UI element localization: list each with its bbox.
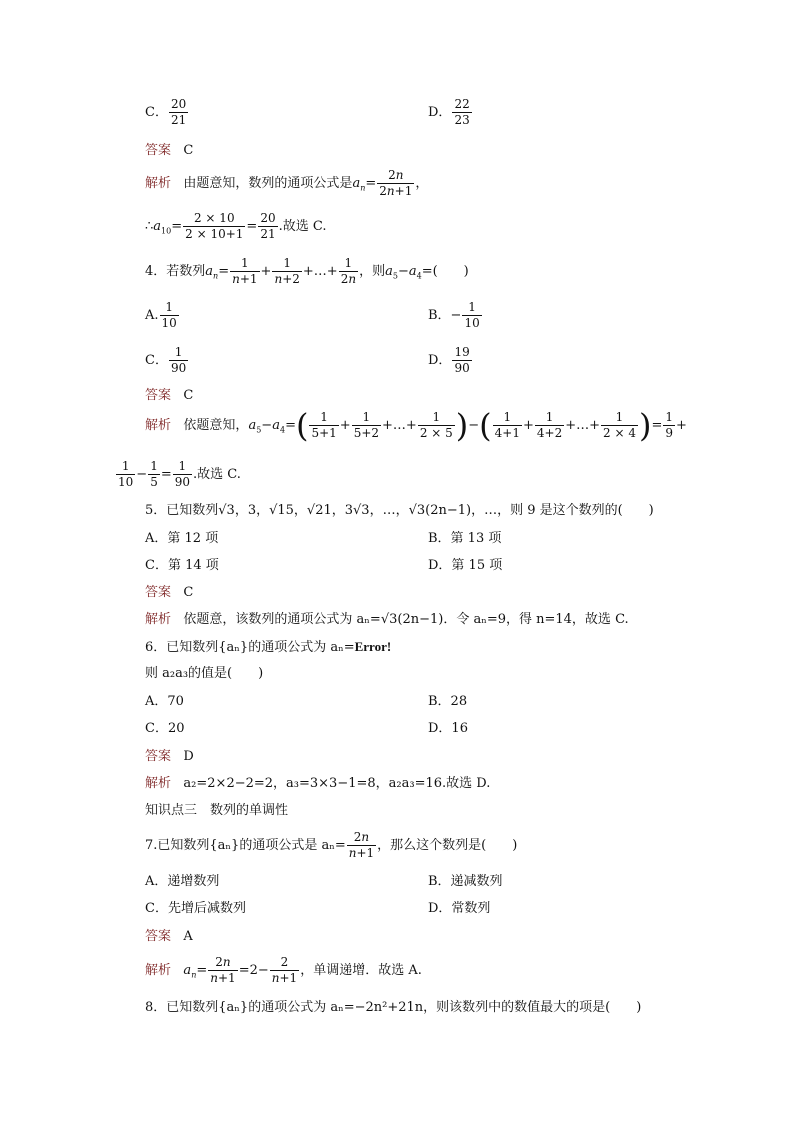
q7-analysis: 解析 $a_n=$ $\frac{2n}{n+1}$ =2− $\frac{2}{n+1}$ ，单调递增．故选 A. — [145, 955, 422, 985]
q6-stem-2: 则 a₂a₃的值是( ) — [145, 666, 264, 681]
q3-analysis: 解析 由题意知，数列的通项公式是$a_n=$ $\frac{2n}{2n+1}$ ， — [145, 168, 429, 198]
q3-option-c: C． $\frac{20}{21}$ — [145, 97, 187, 127]
q4-option-a: A. $\frac{1}{10}$ — [145, 300, 177, 330]
q3-answer: 答案 C — [145, 143, 194, 158]
q6-option-d: D．16 — [428, 721, 468, 736]
q7-option-a: A．递增数列 — [145, 874, 220, 889]
q6-stem: 6．已知数列{aₙ}的通项公式为 aₙ=Error! — [145, 639, 392, 655]
q5-analysis: 解析 依题意，该数列的通项公式为 aₙ=√3(2n−1)．令 aₙ=9，得 n=14，故选 C. — [145, 612, 629, 627]
q7-option-c: C．先增后减数列 — [145, 901, 246, 916]
q7-answer: 答案 A — [145, 929, 193, 944]
q5-option-c: C．第 14 项 — [145, 558, 219, 573]
q8-stem: 8．已知数列{aₙ}的通项公式为 aₙ=−2n²+21n，则该数列中的数值最大的项是( ) — [145, 1000, 642, 1015]
q3-a10-line: $\therefore a_{10}=$ $\frac{2 \times 10}{2 \times 10+1}$ = $\frac{20}{21}$ .故选 C. — [145, 211, 327, 241]
q6-analysis: 解析 a₂=2×2−2=2，a₃=3×3−1=8，a₂a₃=16.故选 D. — [145, 776, 491, 791]
q5-option-b: B．第 13 项 — [428, 531, 502, 546]
q5-stem: 5．已知数列√3，3，√15，√21，3√3，…，√3(2n−1)，…，则 9 是这个数列的( ) — [145, 503, 654, 518]
q4-option-d: D． $\frac{19}{90}$ — [428, 345, 470, 375]
q6-option-a: A．70 — [145, 694, 184, 709]
q4-analysis-cont: $\frac{1}{10}$ − $\frac{1}{5}$ = $\frac{1}{90}$ .故选 C. — [118, 459, 241, 489]
q7-stem: 7.已知数列{aₙ}的通项公式是 aₙ= $\frac{2n}{n+1}$ ，那么这个数列是( ) — [145, 830, 518, 860]
q4-answer: 答案 C — [145, 388, 194, 403]
q3-option-d: D． $\frac{22}{23}$ — [428, 97, 470, 127]
q5-option-a: A．第 12 项 — [145, 531, 219, 546]
q7-option-b: B．递减数列 — [428, 874, 503, 889]
q7-option-d: D．常数列 — [428, 901, 491, 916]
q4-option-c: C． $\frac{1}{90}$ — [145, 345, 187, 375]
section-heading: 知识点三 数列的单调性 — [145, 803, 289, 818]
q4-stem: 4．若数列$a_n=$ $\frac{1}{n+1}$ + $\frac{1}{n+2}$ +…+ $\frac{1}{2n}$ ，则$a_5-a_4=$( ) — [145, 256, 469, 286]
q6-option-b: B．28 — [428, 694, 468, 709]
q6-answer: 答案 D — [145, 749, 194, 764]
q4-analysis: 解析 依题意知，$a_5-a_4=$( $\frac{1}{5+1}$ + $\frac{1}{5+2}$ +…+ $\frac{1}{2 \times 5}$ )−( $\frac{1}{4+1}$ + $\frac{1}{4+2}$ +…+ $\frac{1}{2 \times 4}$ )= $\frac{1}{9}$ + — [145, 406, 687, 445]
q6-option-c: C．20 — [145, 721, 185, 736]
q4-option-b: B．− $\frac{1}{10}$ — [428, 300, 480, 330]
q5-answer: 答案 C — [145, 585, 194, 600]
q5-option-d: D．第 15 项 — [428, 558, 503, 573]
